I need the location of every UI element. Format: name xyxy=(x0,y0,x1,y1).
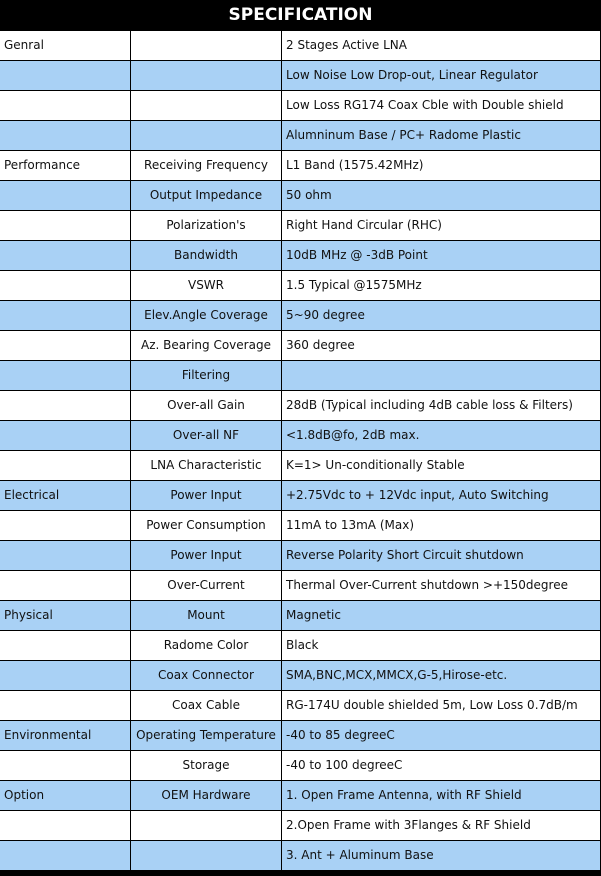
row-value: 2.Open Frame with 3Flanges & RF Shield xyxy=(282,811,600,840)
table-row xyxy=(0,91,601,120)
row-parameter: LNA Characteristic xyxy=(131,451,281,480)
table-row xyxy=(0,511,601,540)
row-parameter: Bandwidth xyxy=(131,241,281,270)
row-category xyxy=(0,331,130,360)
table-row xyxy=(0,481,601,510)
table-row xyxy=(0,631,601,660)
row-value: -40 to 85 degreeC xyxy=(282,721,600,750)
table-row xyxy=(0,601,601,630)
row-category xyxy=(0,301,130,330)
row-parameter: Over-all NF xyxy=(131,421,281,450)
row-category xyxy=(0,691,130,720)
row-value: Low Noise Low Drop-out, Linear Regulator xyxy=(282,61,600,90)
table-row xyxy=(0,361,601,390)
row-parameter: OEM Hardware xyxy=(131,781,281,810)
row-category xyxy=(0,361,130,390)
table-row xyxy=(0,211,601,240)
row-parameter: Storage xyxy=(131,751,281,780)
table-row xyxy=(0,571,601,600)
row-value: -40 to 100 degreeC xyxy=(282,751,600,780)
table-row xyxy=(0,811,601,840)
table-row xyxy=(0,541,601,570)
row-parameter: VSWR xyxy=(131,271,281,300)
row-category xyxy=(0,181,130,210)
table-row xyxy=(0,451,601,480)
spec-table xyxy=(0,31,601,871)
row-parameter: Radome Color xyxy=(131,631,281,660)
row-parameter: Filtering xyxy=(131,361,281,390)
row-category: Electrical xyxy=(0,481,130,510)
row-value: RG-174U double shielded 5m, Low Loss 0.7dB/m xyxy=(282,691,600,720)
row-category xyxy=(0,241,130,270)
table-row xyxy=(0,421,601,450)
table-row xyxy=(0,181,601,210)
row-value: 1. Open Frame Antenna, with RF Shield xyxy=(282,781,600,810)
row-parameter xyxy=(131,121,281,150)
row-value: 28dB (Typical including 4dB cable loss & Filters) xyxy=(282,391,600,420)
row-value: 11mA to 13mA (Max) xyxy=(282,511,600,540)
table-row xyxy=(0,241,601,270)
row-value: <1.8dB@fo, 2dB max. xyxy=(282,421,600,450)
row-category xyxy=(0,421,130,450)
row-value: Black xyxy=(282,631,600,660)
row-category xyxy=(0,631,130,660)
row-category: Option xyxy=(0,781,130,810)
row-value: Thermal Over-Current shutdown >+150degree xyxy=(282,571,600,600)
row-category xyxy=(0,841,130,870)
row-category xyxy=(0,451,130,480)
row-category xyxy=(0,61,130,90)
table-row xyxy=(0,331,601,360)
row-value: K=1> Un-conditionally Stable xyxy=(282,451,600,480)
row-value: 2 Stages Active LNA xyxy=(282,31,600,60)
table-row xyxy=(0,61,601,90)
spec-title: SPECIFICATION xyxy=(0,0,601,30)
row-parameter: Power Input xyxy=(131,481,281,510)
row-category xyxy=(0,391,130,420)
row-category xyxy=(0,121,130,150)
row-category xyxy=(0,751,130,780)
table-row xyxy=(0,301,601,330)
row-value: 10dB MHz @ -3dB Point xyxy=(282,241,600,270)
row-category: Environmental xyxy=(0,721,130,750)
row-parameter: Output Impedance xyxy=(131,181,281,210)
row-parameter xyxy=(131,61,281,90)
row-parameter: Mount xyxy=(131,601,281,630)
row-category xyxy=(0,91,130,120)
row-parameter: Receiving Frequency xyxy=(131,151,281,180)
row-value: 5~90 degree xyxy=(282,301,600,330)
row-parameter: Over-Current xyxy=(131,571,281,600)
row-parameter: Power Consumption xyxy=(131,511,281,540)
row-parameter xyxy=(131,31,281,60)
row-parameter: Operating Temperature xyxy=(131,721,281,750)
row-category xyxy=(0,511,130,540)
row-value: SMA,BNC,MCX,MMCX,G-5,Hirose-etc. xyxy=(282,661,600,690)
table-row xyxy=(0,661,601,690)
row-value xyxy=(282,361,600,390)
row-value: 50 ohm xyxy=(282,181,600,210)
row-parameter xyxy=(131,91,281,120)
table-row xyxy=(0,151,601,180)
table-row xyxy=(0,781,601,810)
table-row xyxy=(0,721,601,750)
row-parameter: Over-all Gain xyxy=(131,391,281,420)
row-value: 1.5 Typical @1575MHz xyxy=(282,271,600,300)
table-row xyxy=(0,751,601,780)
row-category xyxy=(0,211,130,240)
row-value: L1 Band (1575.42MHz) xyxy=(282,151,600,180)
row-parameter: Coax Cable xyxy=(131,691,281,720)
row-value: Reverse Polarity Short Circuit shutdown xyxy=(282,541,600,570)
row-value: +2.75Vdc to + 12Vdc input, Auto Switching xyxy=(282,481,600,510)
row-parameter: Polarization's xyxy=(131,211,281,240)
row-parameter xyxy=(131,811,281,840)
row-parameter: Elev.Angle Coverage xyxy=(131,301,281,330)
row-category xyxy=(0,571,130,600)
row-value: 360 degree xyxy=(282,331,600,360)
table-row xyxy=(0,31,601,60)
row-category: Genral xyxy=(0,31,130,60)
row-parameter: Az. Bearing Coverage xyxy=(131,331,281,360)
row-category xyxy=(0,661,130,690)
row-value: Right Hand Circular (RHC) xyxy=(282,211,600,240)
table-row xyxy=(0,841,601,870)
row-value: Magnetic xyxy=(282,601,600,630)
row-category xyxy=(0,811,130,840)
row-category xyxy=(0,271,130,300)
table-row xyxy=(0,121,601,150)
row-parameter: Coax Connector xyxy=(131,661,281,690)
row-category: Performance xyxy=(0,151,130,180)
row-parameter: Power Input xyxy=(131,541,281,570)
table-row xyxy=(0,691,601,720)
row-value: Low Loss RG174 Coax Cble with Double shield xyxy=(282,91,600,120)
row-parameter xyxy=(131,841,281,870)
row-category: Physical xyxy=(0,601,130,630)
row-value: 3. Ant + Aluminum Base xyxy=(282,841,600,870)
row-category xyxy=(0,541,130,570)
table-row xyxy=(0,271,601,300)
row-value: Alumninum Base / PC+ Radome Plastic xyxy=(282,121,600,150)
table-row xyxy=(0,391,601,420)
